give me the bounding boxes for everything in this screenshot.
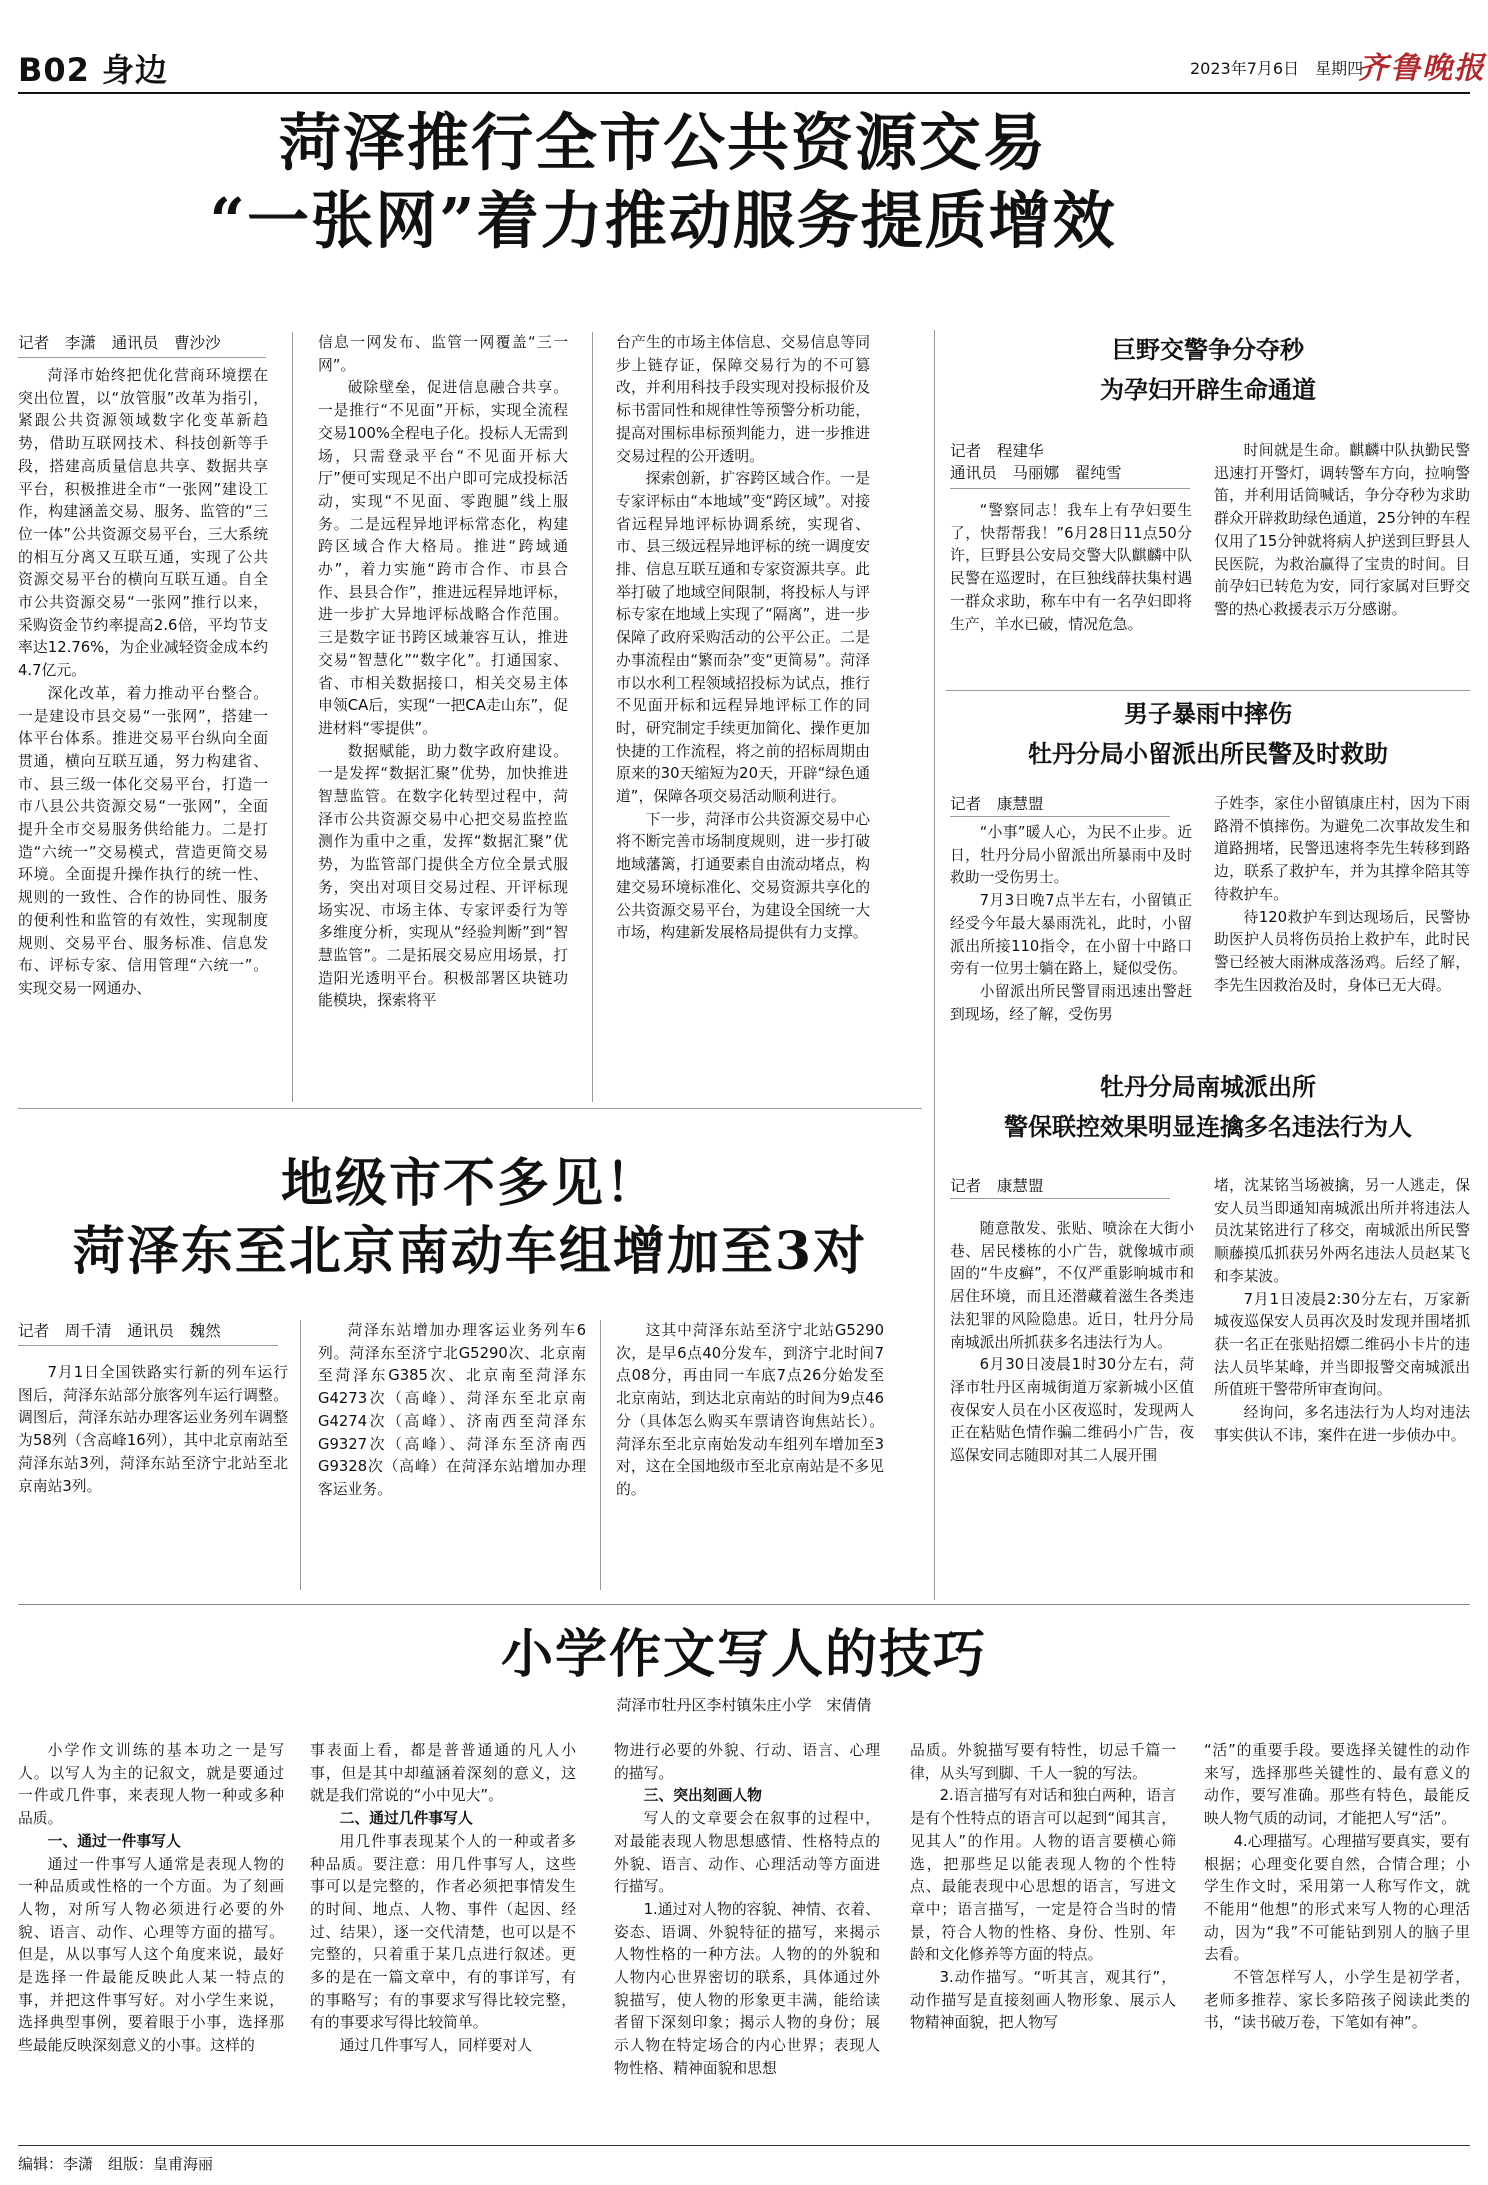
paragraph: 1.通过对人物的容貌、神情、衣着、姿态、语调、外貌特征的描写，来揭示人物性格的一种方法。人物的的外貌和人物内心世界密切的联系，具体通过外貌描写，使人物的形象更丰满，能给读者留下深刻印象；揭示人物的身份；展示人物在特定场合的内心世界；表现人物性格、精神面貌和思想 [614, 1900, 880, 2077]
paragraph: 3.动作描写。“听其言，观其行”，动作描写是直接刻画人物形象、展示人物精神面貌，把人物写 [910, 1969, 1176, 2032]
article3-byline: 记者 康慧盟 [950, 795, 1044, 813]
divider [946, 690, 1470, 691]
issue-date: 2023年7月6日 星期四 [1190, 59, 1364, 78]
paragraph: 写人的文章要会在叙事的过程中，对最能表现人物思想感情、性格特点的外貌、语言、动作、心理活动等方面进行描写。 [614, 1810, 880, 1896]
paragraph: 通过几件事写人，同样要对人 [339, 2037, 532, 2055]
paragraph: 不管怎样写人，小学生是初学者，老师多推荐、家长多陪孩子阅读此类的书，“读书破万卷，下笔如有神”。 [1204, 1969, 1470, 2032]
divider [292, 332, 293, 1102]
article5-col1: 7月1日全国铁路实行新的列车运行图后，菏泽东站部分旅客列车运行调整。调图后，菏泽东站办理客运业务列车调整为58列（含高峰16列），其中北京南站至菏泽东站3列，菏泽东站至济宁北站至北京南站3列。 [18, 1364, 288, 1495]
section-heading: 二、通过几件事写人 [339, 1810, 473, 1828]
editor-credit: 编辑：李潇 组版：皇甫海丽 [18, 2155, 214, 2173]
article4-headline: 牡丹分局南城派出所 警保联控效果明显连擒多名违法行为人 [1004, 1072, 1412, 1141]
article3-col2: 子姓李，家住小留镇康庄村，因为下雨路滑不慎摔伤。为避免二次事故发生和道路拥堵，民警迅速将李先生转移到路边，联系了救护车，并为其撑伞陪其等待救护车。 待120救护车到达现场后，民警协助医护人员将伤员抬上救护车，此时民警已经被大雨淋成落汤鸡。后经了解，李先生因救治及时，身体已无大碍。 [1214, 795, 1470, 994]
section-heading: 一、通过一件事写人 [47, 1832, 181, 1850]
article5-col2: 菏泽东站增加办理客运业务列车6列。菏泽东至济宁北G5290次、北京南至菏泽东G385次、北京南至菏泽东G4273次（高峰）、菏泽东至北京南G4274次（高峰）、济南西至菏泽东G9327次（高峰）、菏泽东至济南西G9328次（高峰）在菏泽东站增加办理客运业务。 [318, 1322, 586, 1498]
article6-col2 [310, 1740, 576, 2140]
divider [600, 1320, 601, 1590]
paragraph: 小学作文训练的基本功之一是写人。以写人为主的记叙文，就是要通过一件或几件事，来表现人物一种或多种品质。 [18, 1742, 284, 1828]
paragraph: 4.心理描写。心理描写要真实，要有根据；心理变化要自然，合情合理；小学生作文时，采用第一人称写作文，就不能用“他想”的形式来写人物的心理活动，因为“我”不可能钻到别人的脑子里去看。 [1204, 1832, 1470, 1964]
divider [950, 816, 1170, 817]
article1-title-line1: 菏泽推行全市公共资源交易 [278, 106, 1047, 179]
article4-col1: 随意散发、张贴、喷涂在大街小巷、居民楼栋的小广告，就像城市顽固的“牛皮癣”，不仅严重影响城市和居住环境，而且还潜藏着滋生各类违法犯罪的风险隐患。近日，牡丹分局南城派出所抓获多名违法行为人。 6月30日凌晨1时30分左右，菏泽市牡丹区南城街道万家新城小区值夜保安人员在小区夜巡时，发现两人正在粘贴色情作骗二维码小广告，夜巡保安同志随即对其二人展开围 [950, 1220, 1194, 1465]
section-heading: 三、突出刻画人物 [643, 1787, 762, 1805]
paragraph: 通过一件事写人通常是表现人物的一种品质或性格的一个方面。为了刻画人物，对所写人物必须进行必要的外貌、语言、动作、心理等方面的描写。但是，从以事写人这个角度来说，最好是选择一件最能反映此人某一特点的事，并把这件事写好。对小学生来说，选择典型事例，要着眼于小事，选择那些最能反映深刻意义的小事。这样的 [18, 1855, 284, 2055]
paragraph: 2.语言描写有对话和独白两种，语言是有个性特点的语言可以起到“闻其言，见其人”的作用。人物的语言要横心筛选，把那些足以能表现人物的个性特点、最能表现中心思想的语言，写进文章中；语言描写，一定是符合当时的情景，符合人物的性格、身份、性别、年龄和文化修养等方面的特点。 [910, 1787, 1176, 1964]
paragraph: 物进行必要的外貌、行动、语言、心理的描写。 [614, 1742, 880, 1782]
article3-col1: “小事”暖人心，为民不止步。近日，牡丹分局小留派出所暴雨中及时救助一受伤男士。 7月3日晚7点半左右，小留镇正经受今年最大暴雨洗礼，此时，小留派出所接110指令，在小留十中路口旁有一位男士躺在路上，疑似受伤。 小留派出所民警冒雨迅速出警赶到现场，经了解，受伤男 [950, 824, 1192, 1023]
article3-headline: 男子暴雨中摔伤 牡丹分局小留派出所民警及时救助 [1028, 699, 1388, 768]
article6-col4 [910, 1740, 1176, 2140]
article2-col1: “警察同志！我车上有孕妇要生了，快帮帮我！”6月28日11点50分许，巨野县公安局交警大队麒麟中队民警在巡逻时，在巨独线薛扶集村遇一群众求助，称车中有一名孕妇即将生产，羊水已破，情况危急。 [950, 502, 1192, 633]
divider [592, 332, 593, 1102]
article6-headline: 小学作文写人的技巧 [500, 1624, 987, 1685]
article1-byline: 记者 李潇 通讯员 曹沙沙 [18, 334, 221, 352]
header-rule [18, 92, 1470, 94]
paragraph: 品质。外貌描写要有特性，切忌千篇一律，从头写到脚、千人一貌的写法。 [910, 1742, 1176, 1782]
paragraph: 事表面上看，都是普普通通的凡人小事，但是其中却蕴涵着深刻的意义，这就是我们常说的“小中见大”。 [310, 1742, 576, 1805]
article1-col1: 菏泽市始终把优化营商环境摆在突出位置，以“放管服”改革为指引，紧跟公共资源领域数字化变革新趋势，借助互联网技术、科技创新等手段，搭建高质量信息共享、数据共享平台，积极推进全市“一张网”建设工作，构建涵盖交易、服务、监管的“三位一体”公共资源交易平台，三大系统的相互分离又互联互通，实现了公共资源交易平台的横向互联互通。自全市公共资源交易“一张网”推行以来，采购资金节约率提高2.6倍，平均节支率达12.76%，为企业减轻资金成本约4.7亿元。 深化改革，着力推动平台整合。一是建设市县交易“一张网”，搭建一体平台体系。推进交易平台纵向全面贯通，横向互联互通，努力构建省、市、县三级一体化交易平台，打造一市八县公共资源交易“一张网”，全面提升全市交易服务供给能力。二是打造“六统一”交易模式，营造更简交易环境。全面提升操作执行的统一性、规则的一致性、合作的协同性、服务的便利性和监管的有效性，实现制度规则、交易平台、服务标准、信息发布、评标专家、信用管理“六统一”。实现交易一网通办、 [18, 367, 268, 997]
paragraph: “活”的重要手段。要选择关键性的动作来写，选择那些关键性的、最有意义的动作，要写准确。那些有特色，最能反映人物气质的动词，才能把人写“活”。 [1204, 1742, 1470, 1828]
paragraph: 用几件事表现某个人的一种或者多种品质。要注意：用几件事写人，这些事可以是完整的，作者必须把事情发生的时间、地点、人物、事件（起因、经过、结果），逐一交代清楚，也可以是不完整的，只着重于某几点进行叙述。更多的是在一篇文章中，有的事详写，有的事略写；有的事要求写得比较完整，有的事要求写得比较简单。 [310, 1832, 576, 2032]
divider [18, 1108, 922, 1109]
article4-byline: 记者 康慧盟 [950, 1177, 1044, 1195]
article6-col1 [18, 1740, 284, 2140]
divider [950, 1198, 1170, 1199]
article2-byline: 记者 程建华 通讯员 马丽娜 翟纯雪 [950, 442, 1122, 482]
divider [18, 357, 266, 358]
divider [950, 488, 1190, 489]
article1-title-line2: “一张网”着力推动服务提质增效 [209, 184, 1117, 257]
newspaper-logo: 齐鲁晚报 [1358, 51, 1486, 86]
article6-col5 [1204, 1740, 1470, 2140]
article5-col3: 这其中菏泽东站至济宁北站G5290次，是早6点40分发车，到济宁北时间7点08分，再由同一车底7点26分始发至北京南站，到达北京南站的时间为9点46分（具体怎么购买车票请咨询焦站长）。菏泽东至北京南始发动车组列车增加至3对，这在全国地级市至北京南站是不多见的。 [616, 1322, 884, 1498]
footer-rule [18, 2145, 1470, 2146]
article2-col2: 时间就是生命。麒麟中队执勤民警迅速打开警灯，调转警车方向，拉响警笛，并利用话筒喊话，争分夺秒为求助群众开辟救助绿色通道，25分钟的车程仅用了15分钟就将病人护送到巨野县人民医院，为救治赢得了宝贵的时间。目前孕妇已转危为安，同行家属对巨野交警的热心救援表示万分感谢。 [1214, 442, 1470, 618]
article1-col2: 信息一网发布、监管一网覆盖“三一网”。 破除壁垒，促进信息融合共享。一是推行“不见面”开标，实现全流程交易100%全程电子化。投标人无需到场，只需登录平台“不见面开标大厅”便可实现足不出户即可完成投标活动，实现“不见面、零跑腿”线上服务。二是远程异地评标常态化，构建跨区域合作大格局。推进“跨域通办”，着力实施“跨市合作、市县合作、县县合作”，推进远程异地评标，进一步扩大异地评标战略合作范围。三是数字证书跨区域兼容互认，推进交易“智慧化”“数字化”。打通国家、省、市相关数据接口，相关交易主体申领CA后，实现“一把CA走山东”，促进材料“零提供”。 数据赋能，助力数字政府建设。一是发挥“数据汇聚”优势，加快推进智慧监管。在数字化转型过程中，菏泽市公共资源交易中心把交易监控监测作为重中之重，发挥“数据汇聚”优势，为监管部门提供全方位全景式服务，突出对项目交易过程、开评标现场实况、市场主体、专家评委行为等多维度分析，实现从“经验判断”到“智慧监管”。二是拓展交易应用场景，打造阳光透明平台。积极部署区块链功能模块，探索将平 [318, 334, 568, 1010]
section-label: B02 身边 [18, 51, 168, 89]
divider [300, 1320, 301, 1590]
article4-col2: 堵，沈某铭当场被擒，另一人逃走，保安人员当即通知南城派出所并将违法人员沈某铭进行了移交，南城派出所民警顺藤摸瓜抓获另外两名违法人员赵某飞和李某波。 7月1日凌晨2:30分左右，万家新城夜巡保安人员再次及时发现并围堵抓获一名正在张贴招嫖二维码小卡片的违法人员毕某峰，并当即报警交南城派出所值班干警带所审查询问。 经询问，多名违法行为人均对违法事实供认不讳，案件在进一步侦办中。 [1214, 1177, 1470, 1444]
divider [18, 1604, 1470, 1605]
article6-col3 [614, 1740, 880, 2140]
divider [18, 1345, 278, 1346]
article6-author: 菏泽市牡丹区李村镇朱庄小学 宋倩倩 [616, 1696, 872, 1714]
article1-col3: 台产生的市场主体信息、交易信息等同步上链存证，保障交易行为的不可篡改，并利用科技手段实现对投标报价及标书雷同性和规律性等预警分析功能，提高对围标串标预判能力，进一步推进交易过程的公开透明。 探索创新，扩容跨区域合作。一是专家评标由“本地域”变“跨区域”。对接省远程异地评标协调系统，实现省、市、县三级远程异地评标的统一调度安排、信息互联互通和专家资源共享。此举打破了地域空间限制，将投标人与评标专家在地域上实现了“隔离”，进一步保障了政府采购活动的公平公正。二是办事流程由“繁而杂”变“更简易”。菏泽市以水利工程领域招投标为试点，推行不见面开标和远程异地评标工作的同时，研究制定手续更加简化、操作更加快捷的工作流程，将之前的招标周期由原来的30天缩短为20天，开辟“绿色通道”，保障各项交易活动顺利进行。 下一步，菏泽市公共资源交易中心将不断完善市场制度规则，进一步打破地域藩篱，打通要素自由流动堵点，构建交易环境标准化、交易资源共享化的公共资源交易平台，为建设全国统一大市场，构建新发展格局提供有力支撑。 [616, 334, 870, 942]
article2-headline: 巨野交警争分夺秒 为孕妇开辟生命通道 [1100, 335, 1316, 404]
article5-headline: 地级市不多见！ 菏泽东至北京南动车组增加至3对 [72, 1153, 868, 1282]
article1-headline [18, 104, 1308, 260]
article5-byline: 记者 周千清 通讯员 魏然 [18, 1322, 221, 1340]
divider [934, 330, 935, 1600]
